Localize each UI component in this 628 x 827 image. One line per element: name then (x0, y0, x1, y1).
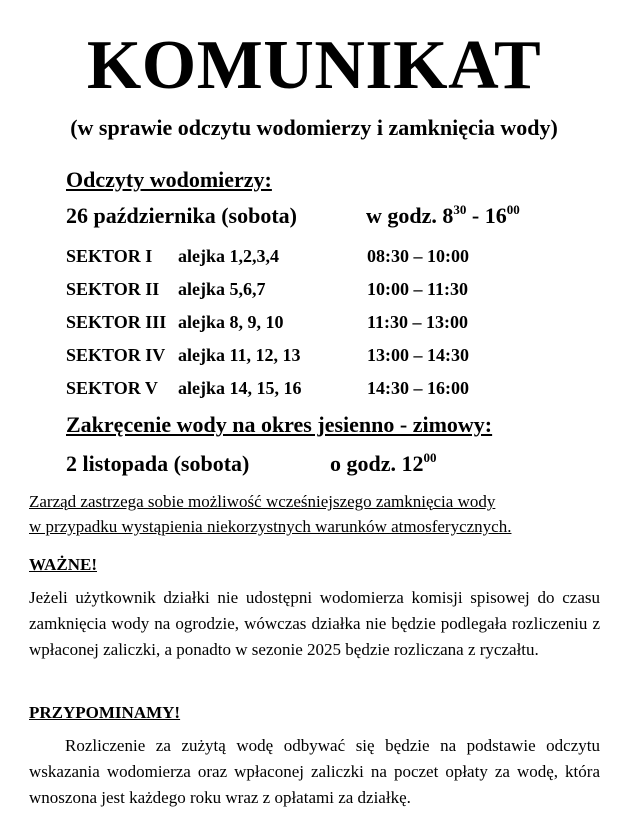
management-note-line: Zarząd zastrzega sobie możliwość wcześniejszego zamknięcia wody (29, 492, 496, 511)
sector-alleys: alejka 14, 15, 16 (178, 378, 302, 398)
readings-time-end-minutes: 00 (506, 202, 520, 217)
page-subtitle: (w sprawie odczytu wodomierzy i zamknięcia wody) (70, 115, 558, 140)
sector-label: SEKTOR V (66, 378, 158, 398)
shutoff-time-minutes: 00 (423, 450, 437, 465)
important-heading: WAŻNE! (29, 555, 98, 574)
sector-label: SEKTOR III (66, 312, 167, 332)
shutoff-time-prefix: o godz. 12 (330, 451, 424, 476)
sector-label: SEKTOR IV (66, 345, 166, 365)
readings-heading: Odczyty wodomierzy: (66, 167, 272, 192)
sector-label: SEKTOR I (66, 246, 153, 266)
readings-time-prefix: w godz. 8 (366, 203, 454, 228)
readings-time (366, 202, 520, 230)
sector-hours: 08:30 – 10:00 (367, 246, 469, 266)
sector-hours: 14:30 – 16:00 (367, 378, 469, 398)
readings-time-start-minutes: 30 (453, 202, 467, 217)
reminder-paragraph: Rozliczenie za zużytą wodę odbywać się będzie na podstawie odczytu wskazania wodomierza oraz wpłaconej zaliczki na poczet opłaty za wodę, która wnoszona jest każdego roku wraz z opłatami za działkę. (29, 736, 600, 807)
shutoff-date: 2 listopada (sobota) (66, 451, 250, 476)
readings-date: 26 października (sobota) (66, 203, 297, 228)
sector-label: SEKTOR II (66, 279, 160, 299)
sector-hours: 10:00 – 11:30 (367, 279, 468, 299)
readings-time-separator: - 16 (466, 203, 507, 228)
shutoff-heading: Zakręcenie wody na okres jesienno - zimowy: (66, 412, 493, 437)
important-paragraph: Jeżeli użytkownik działki nie udostępni wodomierza komisji spisowej do czasu zamknięcia wody na ogrodzie, wówczas działka nie będzie podlegała rozliczeniu z wpłaconej zaliczki, a ponadto w sezonie 2025 będzie rozliczana z ryczałtu. (29, 588, 600, 659)
shutoff-time (330, 450, 437, 478)
sector-hours: 11:30 – 13:00 (367, 312, 468, 332)
page-title: KOMUNIKAT (86, 27, 542, 104)
management-note-line: w przypadku wystąpienia niekorzystnych warunków atmosferycznych. (29, 517, 512, 536)
sector-alleys: alejka 11, 12, 13 (178, 345, 301, 365)
management-note (29, 489, 604, 539)
sector-alleys: alejka 1,2,3,4 (178, 246, 279, 266)
sector-alleys: alejka 8, 9, 10 (178, 312, 284, 332)
sector-alleys: alejka 5,6,7 (178, 279, 266, 299)
reminder-heading: PRZYPOMINAMY! (29, 703, 181, 722)
sector-hours: 13:00 – 14:30 (367, 345, 469, 365)
